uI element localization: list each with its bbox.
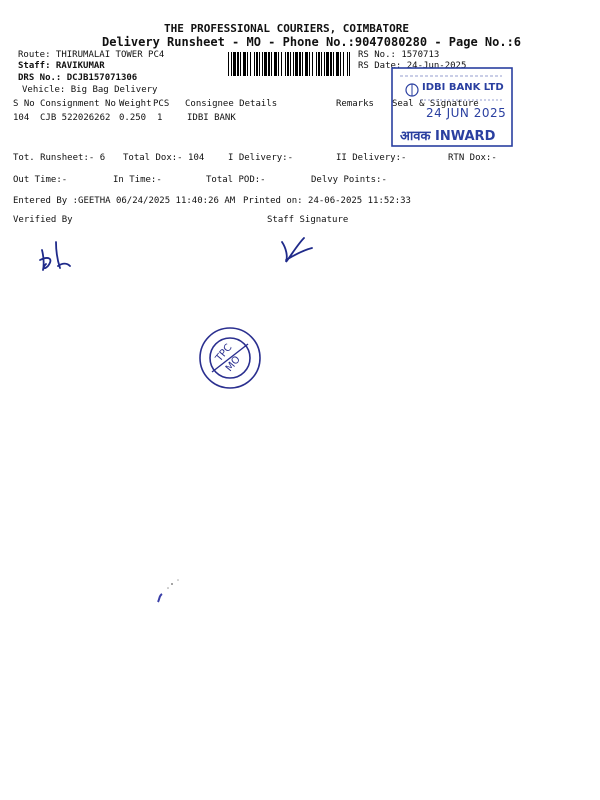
stamp-date: 24 JUN 2025: [426, 106, 507, 120]
rs-date: RS Date: 24-Jun-2025: [358, 61, 467, 71]
i-delivery: I Delivery:-: [228, 153, 294, 163]
staff-signature-icon: [278, 234, 318, 266]
seal-bottom-text: MO: [223, 354, 243, 374]
stamp-inward: आवक INWARD: [400, 129, 496, 144]
seal-top-text: TPC: [213, 342, 235, 364]
staff-text: Staff: RAVIKUMAR: [18, 61, 105, 71]
tot-runsheet: Tot. Runsheet:- 6: [13, 153, 106, 163]
col-header-consignee: Consignee Details: [185, 99, 278, 109]
out-time: Out Time:-: [13, 175, 68, 185]
staff-signature-label: Staff Signature: [267, 215, 349, 225]
total-pod: Total POD:-: [206, 175, 266, 185]
printed-on: Printed on: 24-06-2025 11:52:33: [243, 196, 411, 206]
rtn-dox: RTN Dox:-: [448, 153, 497, 163]
row-pcs: 1: [157, 113, 163, 123]
bank-stamp: [390, 66, 514, 148]
stamp-bank-name: IDBI BANK LTD: [422, 82, 504, 93]
route-text: Route: THIRUMALAI TOWER PC4: [18, 50, 165, 60]
col-header-consignment: Consignment No: [40, 99, 116, 109]
col-header-sno: S No: [13, 99, 35, 109]
ii-delivery: II Delivery:-: [336, 153, 407, 163]
verified-by-label: Verified By: [13, 215, 73, 225]
col-header-seal: Seal & Signature: [392, 99, 479, 109]
row-consignment: CJB 522026262: [40, 113, 111, 123]
col-header-weight: Weight: [119, 99, 152, 109]
col-header-pcs: PCS: [153, 99, 170, 109]
rs-number: RS No.: 1570713: [358, 50, 440, 60]
runsheet-subtitle: Delivery Runsheet - MO - Phone No.:9047080280 - Page No.:6: [102, 35, 522, 49]
barcode-image: [228, 52, 350, 76]
row-sno: 104: [13, 113, 30, 123]
total-dox: Total Dox:- 104: [123, 153, 205, 163]
in-time: In Time:-: [113, 175, 162, 185]
tpc-seal-icon: [198, 326, 262, 390]
col-header-remarks: Remarks: [336, 99, 374, 109]
verifier-signature-icon: [34, 238, 76, 274]
vehicle-text: Vehicle: Big Bag Delivery: [22, 85, 158, 95]
delvy-points: Delvy Points:-: [311, 175, 387, 185]
row-consignee: IDBI BANK: [187, 113, 236, 123]
entered-by: Entered By :GEETHA 06/24/2025 11:40:26 AM: [13, 196, 236, 206]
company-title: THE PROFESSIONAL COURIERS, COIMBATORE: [164, 22, 410, 35]
ink-speck-icon: [150, 568, 190, 608]
drs-number: DRS No.: DCJB157071306: [18, 73, 138, 83]
row-weight: 0.250: [119, 113, 147, 123]
